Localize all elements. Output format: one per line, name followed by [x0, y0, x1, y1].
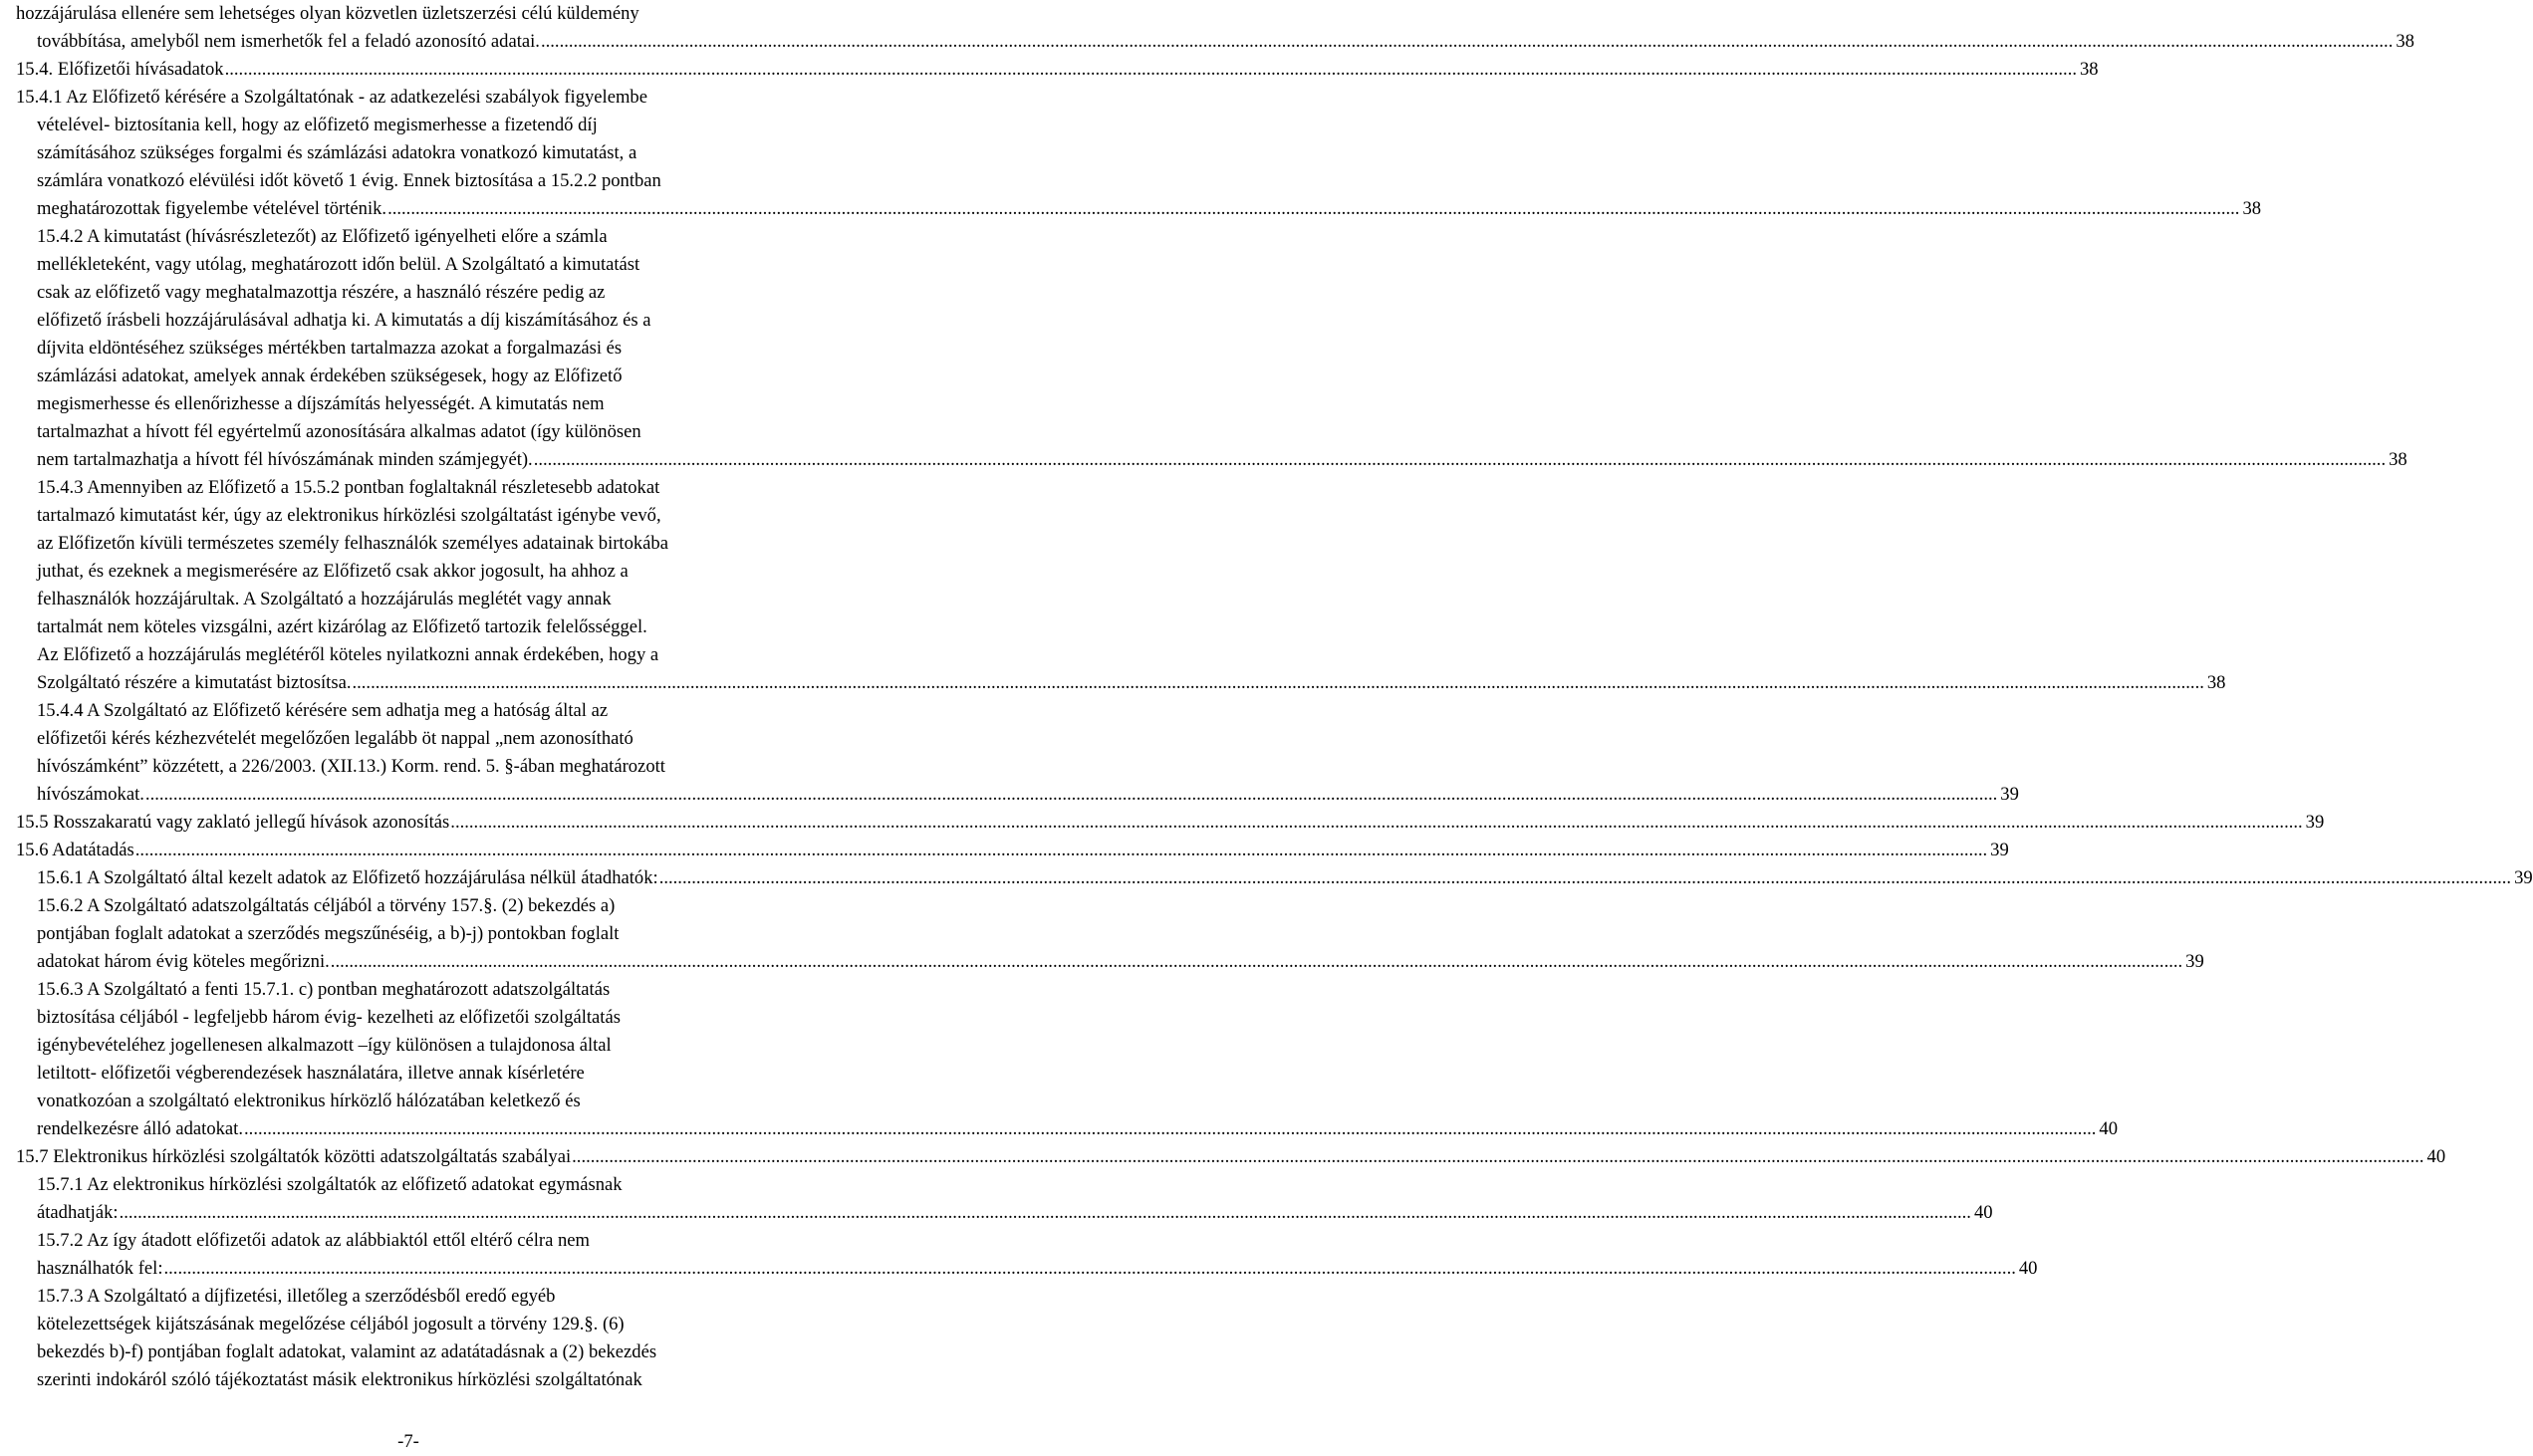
toc-entry[interactable] — [0, 697, 2019, 809]
dot-leader: ................................................................................................................................................................................................................................................................................................................................................................................................................ — [224, 59, 2077, 80]
toc-entry[interactable] — [0, 1283, 956, 1394]
toc-entry-last-line — [16, 809, 2325, 837]
toc-entry-line: hozzájárulása ellenére sem lehetséges olyan közvetlen üzletszerzési célú küldemény — [16, 3, 639, 24]
dot-leader: ................................................................................................................................................................................................................................................................................................................................................................................................................ — [387, 198, 2240, 219]
toc-entry-line: 15.4.2 A kimutatást (hívásrészletezőt) az Előfizető igényelheti előre a számla — [37, 226, 608, 247]
toc-entry-line: 15.4.4 A Szolgáltató az Előfizető kérésére sem adhatja meg a hatóság által az — [37, 700, 609, 721]
dot-leader: ................................................................................................................................................................................................................................................................................................................................................................................................................ — [244, 1118, 2097, 1139]
toc-entry-text: 15.6.1 A Szolgáltató által kezelt adatok az Előfizető hozzájárulása nélkül átadhatók: — [37, 867, 658, 888]
toc-entry-line: 15.4.3 Amennyiben az Előfizető a 15.5.2 pontban foglaltaknál részletesebb adatokat — [37, 477, 660, 498]
dot-leader: ................................................................................................................................................................................................................................................................................................................................................................................................................ — [144, 784, 1998, 805]
toc-entry-line: letiltott- előfizetői végberendezések használatára, illetve annak kísérletére — [37, 1063, 585, 1084]
dot-leader: ................................................................................................................................................................................................................................................................................................................................................................................................................ — [450, 812, 2303, 833]
toc-entry-text: használhatók fel: — [37, 1258, 163, 1279]
toc-entry-line: számításához szükséges forgalmi és számlázási adatokra vonatkozó kimutatást, a — [37, 142, 637, 163]
toc-entry-last-line — [16, 56, 2099, 84]
toc-entry[interactable] — [0, 864, 2533, 892]
page-number: -7- — [397, 1431, 419, 1452]
toc-page-number: 40 — [2099, 1118, 2118, 1139]
toc-entry-last-line — [16, 837, 2009, 864]
toc-entry[interactable] — [0, 1227, 2038, 1283]
toc-page-number: 38 — [2389, 449, 2407, 470]
toc-entry-line: Az Előfizető a hozzájárulás meglétéről köteles nyilatkozni annak érdekében, hogy a — [37, 644, 659, 665]
toc-entry[interactable] — [0, 474, 2226, 697]
toc-entry-line: díjvita eldöntéséhez szükséges mértékben tartalmazza azokat a forgalmazási és — [37, 338, 623, 359]
toc-entry-text: hívószámokat. — [37, 784, 144, 805]
toc-entry-line: tartalmát nem köteles vizsgálni, azért kizárólag az Előfizető tartozik felelősséggel. — [37, 616, 647, 637]
toc-entry-text: átadhatják: — [37, 1202, 119, 1223]
toc-entry-line: 15.7.2 Az így átadott előfizetői adatok az alábbiaktól ettől eltérő célra nem — [37, 1230, 591, 1251]
toc-entry-last-line — [37, 1255, 2038, 1283]
toc-entry-last-line — [37, 195, 2262, 223]
toc-entry[interactable] — [0, 837, 2009, 864]
toc-entry-line: igénybevételéhez jogellenesen alkalmazott –így különösen a tulajdonosa által — [37, 1035, 612, 1056]
toc-entry-line: tartalmazó kimutatást kér, úgy az elektronikus hírközlési szolgáltatást igénybe vevő, — [37, 505, 661, 526]
toc-entry-last-line — [37, 669, 2226, 697]
toc-entry-line: számlára vonatkozó elévülési időt követő 1 évig. Ennek biztosítása a 15.2.2 pontban — [37, 170, 661, 191]
toc-entry-line: tartalmazhat a hívott fél egyértelmű azonosítására alkalmas adatot (így különösen — [37, 421, 641, 442]
toc-entry-last-line — [37, 781, 2019, 809]
toc-entry[interactable] — [0, 223, 2407, 474]
dot-leader: ................................................................................................................................................................................................................................................................................................................................................................................................................ — [163, 1258, 2016, 1279]
toc-entry-line: vételével- biztosítania kell, hogy az előfizető megismerhesse a fizetendő díj — [37, 115, 598, 135]
toc-entry-text: 15.5 Rosszakaratú vagy zaklató jellegű hívások azonosítás — [16, 812, 450, 833]
toc-entry-line: bekezdés b)-f) pontjában foglalt adatokat, valamint az adatátadásnak a (2) bekezdés — [37, 1341, 657, 1362]
dot-leader: ................................................................................................................................................................................................................................................................................................................................................................................................................ — [658, 867, 2512, 888]
toc-entry-text: Szolgáltató részére a kimutatást biztosítsa. — [37, 672, 352, 693]
toc-entry-line: számlázási adatokat, amelyek annak érdekében szükségesek, hogy az Előfizető — [37, 365, 623, 386]
toc-page-number: 38 — [2079, 59, 2099, 80]
toc-entry-line: felhasználók hozzájárultak. A Szolgáltató a hozzájárulás meglétét vagy annak — [37, 589, 612, 609]
toc-entry-line: 15.7.1 Az elektronikus hírközlési szolgáltatók az előfizető adatokat egymásnak — [37, 1174, 623, 1195]
toc-page-number: 38 — [2206, 672, 2226, 693]
toc-entry-last-line — [37, 1115, 2118, 1143]
toc-entry-last-line — [37, 1199, 1993, 1227]
toc-entry-text: meghatározottak figyelembe vételével történik. — [37, 198, 387, 219]
toc-entry-line: 15.6.3 A Szolgáltató a fenti 15.7.1. c) pontban meghatározott adatszolgáltatás — [37, 979, 611, 1000]
toc-entry-line: 15.6.2 A Szolgáltató adatszolgáltatás céljából a törvény 157.§. (2) bekezdés a) — [37, 895, 616, 916]
toc-entry[interactable] — [0, 0, 2414, 56]
toc-page-number: 39 — [2305, 812, 2325, 833]
toc-page-number: 38 — [2396, 31, 2414, 52]
toc-page-number: 40 — [1973, 1202, 1993, 1223]
toc-entry-line: csak az előfizető vagy meghatalmazottja részére, a használó részére pedig az — [37, 282, 606, 303]
dot-leader: ................................................................................................................................................................................................................................................................................................................................................................................................................ — [540, 31, 2394, 52]
toc-page-number: 40 — [2018, 1258, 2038, 1279]
toc-entry-line: mellékleteként, vagy utólag, meghatározott időn belül. A Szolgáltató a kimutatást — [37, 254, 640, 275]
toc-entry-text: 15.4. Előfizetői hívásadatok — [16, 59, 224, 80]
toc-entry-line: biztosítása céljából - legfeljebb három évig- kezelheti az előfizetői szolgáltatás — [37, 1007, 621, 1028]
toc-entry-text: nem tartalmazhatja a hívott fél hívószámának minden számjegyét). — [37, 449, 533, 470]
toc-entry-text: adatokat három évig köteles megőrizni. — [37, 951, 330, 972]
toc-entry-line: szerinti indokáról szóló tájékoztatást másik elektronikus hírközlési szolgáltatónak — [37, 1369, 642, 1390]
toc-entry-line: juthat, és ezeknek a megismerésére az Előfizető csak akkor jogosult, ha ahhoz a — [37, 561, 629, 582]
toc-entry-last-line — [37, 864, 2533, 892]
toc-page-number: 39 — [2000, 784, 2019, 805]
toc-entry-line: előfizetői kérés kézhezvételét megelőzően legalább öt nappal „nem azonosítható — [37, 728, 633, 749]
toc-entry-text: 15.6 Adatátadás — [16, 840, 134, 860]
dot-leader: ................................................................................................................................................................................................................................................................................................................................................................................................................ — [119, 1202, 1971, 1223]
toc-entry-last-line — [37, 446, 2407, 474]
toc-page-number: 39 — [2514, 867, 2533, 888]
toc-entry-line: hívószámként” közzétett, a 226/2003. (XII.13.) Korm. rend. 5. §-ában meghatározott — [37, 756, 665, 777]
toc-page-number: 40 — [2426, 1146, 2446, 1167]
toc-entry-line: kötelezettségek kijátszásának megelőzése céljából jogosult a törvény 129.§. (6) — [37, 1314, 625, 1335]
toc-entry[interactable] — [0, 1143, 2446, 1171]
toc-page-number: 39 — [1990, 840, 2009, 860]
toc-entry[interactable] — [0, 56, 2099, 84]
toc-entry-last-line — [37, 28, 2414, 56]
toc-entry-last-line — [16, 1143, 2446, 1171]
toc-entry-line: az Előfizetőn kívüli természetes személy felhasználók személyes adatainak birtokába — [37, 533, 668, 554]
dot-leader: ................................................................................................................................................................................................................................................................................................................................................................................................................ — [134, 840, 1988, 860]
toc-entry-text: 15.7 Elektronikus hírközlési szolgáltatók közötti adatszolgáltatás szabályai — [16, 1146, 572, 1167]
toc-entry[interactable] — [0, 892, 2204, 976]
toc-entry-line: 15.7.3 A Szolgáltató a díjfizetési, illetőleg a szerződésből eredő egyéb — [37, 1286, 556, 1307]
toc-page-number: 38 — [2242, 198, 2262, 219]
toc-entry-text: rendelkezésre álló adatokat. — [37, 1118, 244, 1139]
dot-leader: ................................................................................................................................................................................................................................................................................................................................................................................................................ — [330, 951, 2183, 972]
toc-entry-text: továbbítása, amelyből nem ismerhetők fel a feladó azonosító adatai. — [37, 31, 540, 52]
dot-leader: ................................................................................................................................................................................................................................................................................................................................................................................................................ — [572, 1146, 2424, 1167]
toc-entry-last-line — [37, 948, 2204, 976]
toc-page-number: 39 — [2185, 951, 2204, 972]
dot-leader: ................................................................................................................................................................................................................................................................................................................................................................................................................ — [352, 672, 2204, 693]
toc-entry-line: vonatkozóan a szolgáltató elektronikus hírközlő hálózatában keletkező és — [37, 1091, 581, 1111]
toc-entry-line: 15.4.1 Az Előfizető kérésére a Szolgáltatónak - az adatkezelési szabályok figyelembe — [16, 87, 647, 108]
toc-entry[interactable] — [0, 976, 2118, 1143]
toc-entry[interactable] — [0, 1171, 1993, 1227]
toc-entry-line: előfizető írásbeli hozzájárulásával adhatja ki. A kimutatás a díj kiszámításához és a — [37, 310, 651, 331]
toc-entry[interactable] — [0, 84, 2262, 223]
toc-entry-line: pontjában foglalt adatokat a szerződés megszűnéséig, a b)-j) pontokban foglalt — [37, 923, 620, 944]
toc-entry-line: megismerhesse és ellenőrizhesse a díjszámítás helyességét. A kimutatás nem — [37, 393, 605, 414]
dot-leader: ................................................................................................................................................................................................................................................................................................................................................................................................................ — [533, 449, 2387, 470]
toc-entry[interactable] — [0, 809, 2325, 837]
